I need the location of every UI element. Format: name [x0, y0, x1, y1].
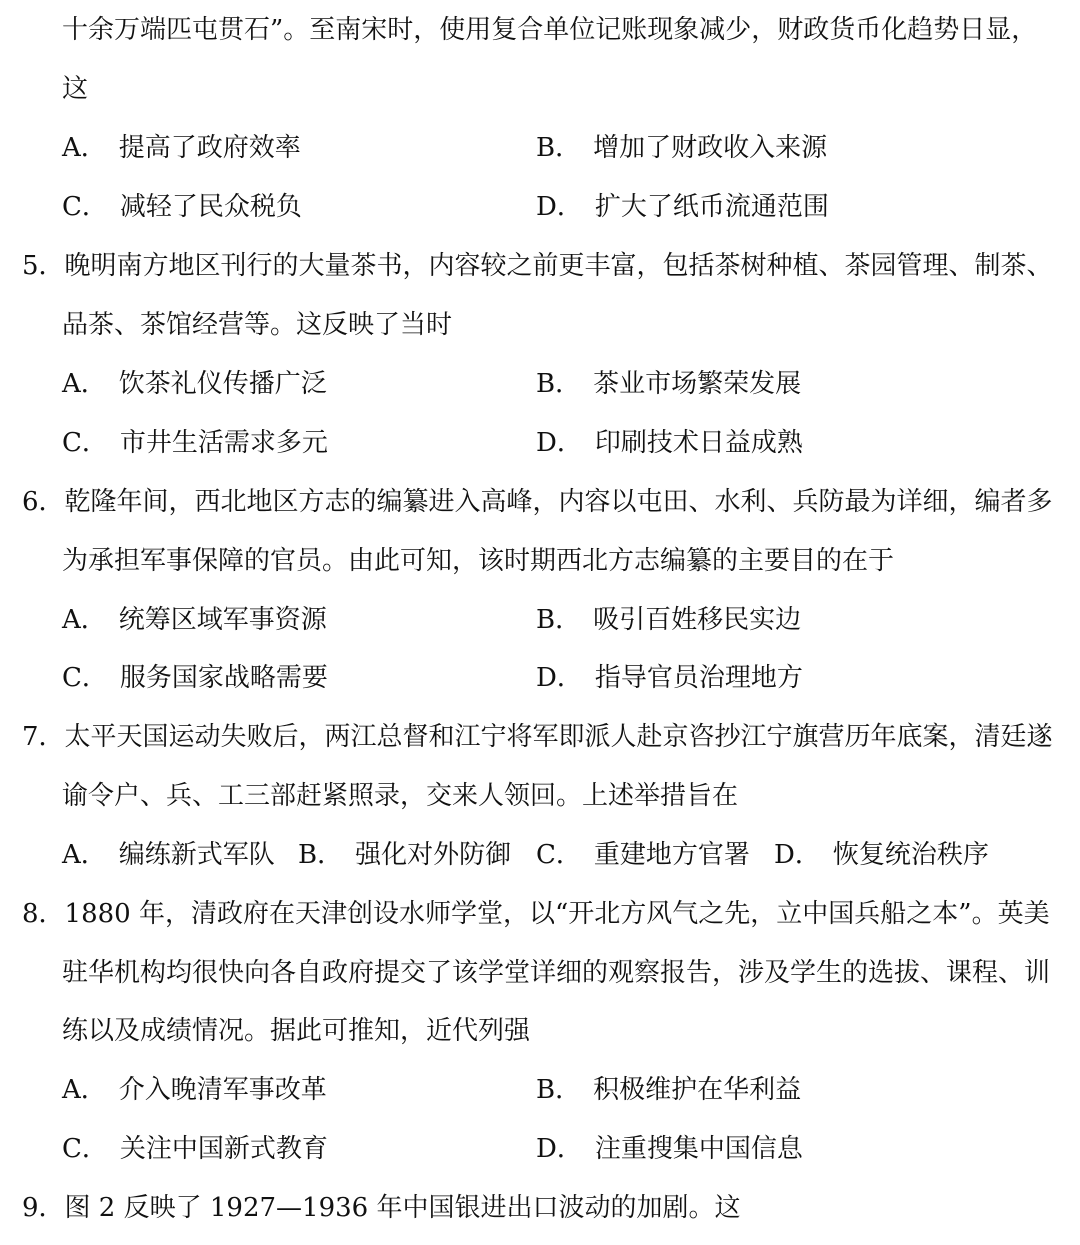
option-text: 统筹区域军事资源: [118, 605, 327, 635]
option-text: 减轻了民众税负: [119, 192, 302, 222]
q6-option-b[interactable]: [536, 603, 801, 637]
question-number: 5．: [22, 251, 65, 281]
q8-option-c[interactable]: [62, 1132, 328, 1166]
question-text: 乾隆年间，西北地区方志的编纂进入高峰，内容以屯田、水利、兵防最为详细，编者多: [64, 487, 1053, 517]
q8-stem-line-2: 驻华机构均很快向各自政府提交了该学堂详细的观察报告，涉及学生的选拔、课程、训: [62, 958, 1051, 988]
option-letter: D．: [536, 663, 583, 693]
option-letter: D．: [536, 428, 583, 458]
q4-option-c[interactable]: [62, 190, 302, 224]
option-text: 饮茶礼仪传播广泛: [118, 369, 327, 399]
option-letter: B．: [536, 133, 582, 163]
q7-stem-line-2: 谕令户、兵、工三部赶紧照录，交来人领回。上述举措旨在: [62, 781, 739, 811]
option-text: 指导官员治理地方: [594, 663, 803, 693]
option-text: 编练新式军队: [118, 840, 275, 870]
q6-option-d[interactable]: [536, 661, 803, 695]
q8-stem-line-1: [22, 897, 1050, 931]
option-letter: B．: [536, 369, 582, 399]
option-text: 注重搜集中国信息: [594, 1134, 803, 1164]
option-letter: C．: [62, 1134, 108, 1164]
q7-option-c[interactable]: [536, 838, 750, 872]
question-text: 1880 年，清政府在天津创设水师学堂，以“开北方风气之先，立中国兵船之本”。英美: [64, 899, 1050, 929]
option-text: 茶业市场繁荣发展: [593, 369, 802, 399]
q5-stem-line-1: [22, 249, 1053, 283]
option-letter: D．: [774, 840, 821, 870]
q7-stem-line-1: [22, 720, 1053, 754]
option-text: 扩大了纸币流通范围: [594, 192, 829, 222]
option-text: 市井生活需求多元: [119, 428, 328, 458]
option-text: 增加了财政收入来源: [593, 133, 828, 163]
q4-option-a[interactable]: [62, 131, 301, 165]
option-letter: B．: [536, 605, 582, 635]
option-letter: A．: [62, 369, 107, 399]
option-letter: D．: [536, 1134, 583, 1164]
q9-stem-line-1: [22, 1191, 740, 1225]
option-letter: B．: [536, 1075, 582, 1105]
q7-option-a[interactable]: [62, 838, 275, 872]
q8-option-d[interactable]: [536, 1132, 803, 1166]
option-letter: A．: [62, 133, 107, 163]
q8-stem-line-3: 练以及成绩情况。据此可推知，近代列强: [62, 1016, 531, 1046]
q4-option-d[interactable]: [536, 190, 829, 224]
option-text: 关注中国新式教育: [119, 1134, 328, 1164]
option-text: 提高了政府效率: [118, 133, 301, 163]
q5-option-c[interactable]: [62, 426, 328, 460]
q4-continued-line-2: 这: [62, 74, 89, 104]
option-text: 印刷技术日益成熟: [594, 428, 803, 458]
q6-option-c[interactable]: [62, 661, 328, 695]
option-letter: C．: [62, 192, 108, 222]
option-letter: C．: [62, 428, 108, 458]
q5-option-b[interactable]: [536, 367, 801, 401]
option-letter: D．: [536, 192, 583, 222]
question-number: 7．: [22, 722, 65, 752]
question-text: 太平天国运动失败后，两江总督和江宁将军即派人赴京咨抄江宁旗营历年底案，清廷遂: [64, 722, 1053, 752]
option-letter: A．: [62, 840, 107, 870]
q7-option-d[interactable]: [774, 838, 989, 872]
option-text: 吸引百姓移民实边: [593, 605, 802, 635]
option-letter: B．: [298, 840, 344, 870]
option-letter: C．: [536, 840, 582, 870]
option-letter: A．: [62, 605, 107, 635]
option-letter: C．: [62, 663, 108, 693]
question-text: 图 2 反映了 1927—1936 年中国银进出口波动的加剧。这: [64, 1193, 741, 1223]
q5-stem-line-2: 品茶、茶馆经营等。这反映了当时: [62, 310, 453, 340]
q8-option-a[interactable]: [62, 1073, 327, 1107]
q6-stem-line-2: 为承担军事保障的官员。由此可知，该时期西北方志编纂的主要目的在于: [62, 546, 895, 576]
q7-option-b[interactable]: [298, 838, 511, 872]
question-number: 9．: [22, 1193, 65, 1223]
q6-stem-line-1: [22, 485, 1053, 519]
question-text: 晚明南方地区刊行的大量茶书，内容较之前更丰富，包括茶树种植、茶园管理、制茶、: [64, 251, 1053, 281]
q5-option-d[interactable]: [536, 426, 803, 460]
option-text: 强化对外防御: [355, 840, 512, 870]
option-text: 积极维护在华利益: [593, 1075, 802, 1105]
option-letter: A．: [62, 1075, 107, 1105]
option-text: 服务国家战略需要: [119, 663, 328, 693]
q4-option-b[interactable]: [536, 131, 827, 165]
question-number: 6．: [22, 487, 65, 517]
q6-option-a[interactable]: [62, 603, 327, 637]
option-text: 恢复统治秩序: [832, 840, 989, 870]
q4-continued-line-1: 十余万端匹屯贯石”。至南宋时，使用复合单位记账现象减少，财政货币化趋势日显，: [62, 15, 1038, 45]
option-text: 介入晚清军事改革: [118, 1075, 327, 1105]
question-number: 8．: [22, 899, 65, 929]
q8-option-b[interactable]: [536, 1073, 801, 1107]
q5-option-a[interactable]: [62, 367, 327, 401]
option-text: 重建地方官署: [593, 840, 750, 870]
